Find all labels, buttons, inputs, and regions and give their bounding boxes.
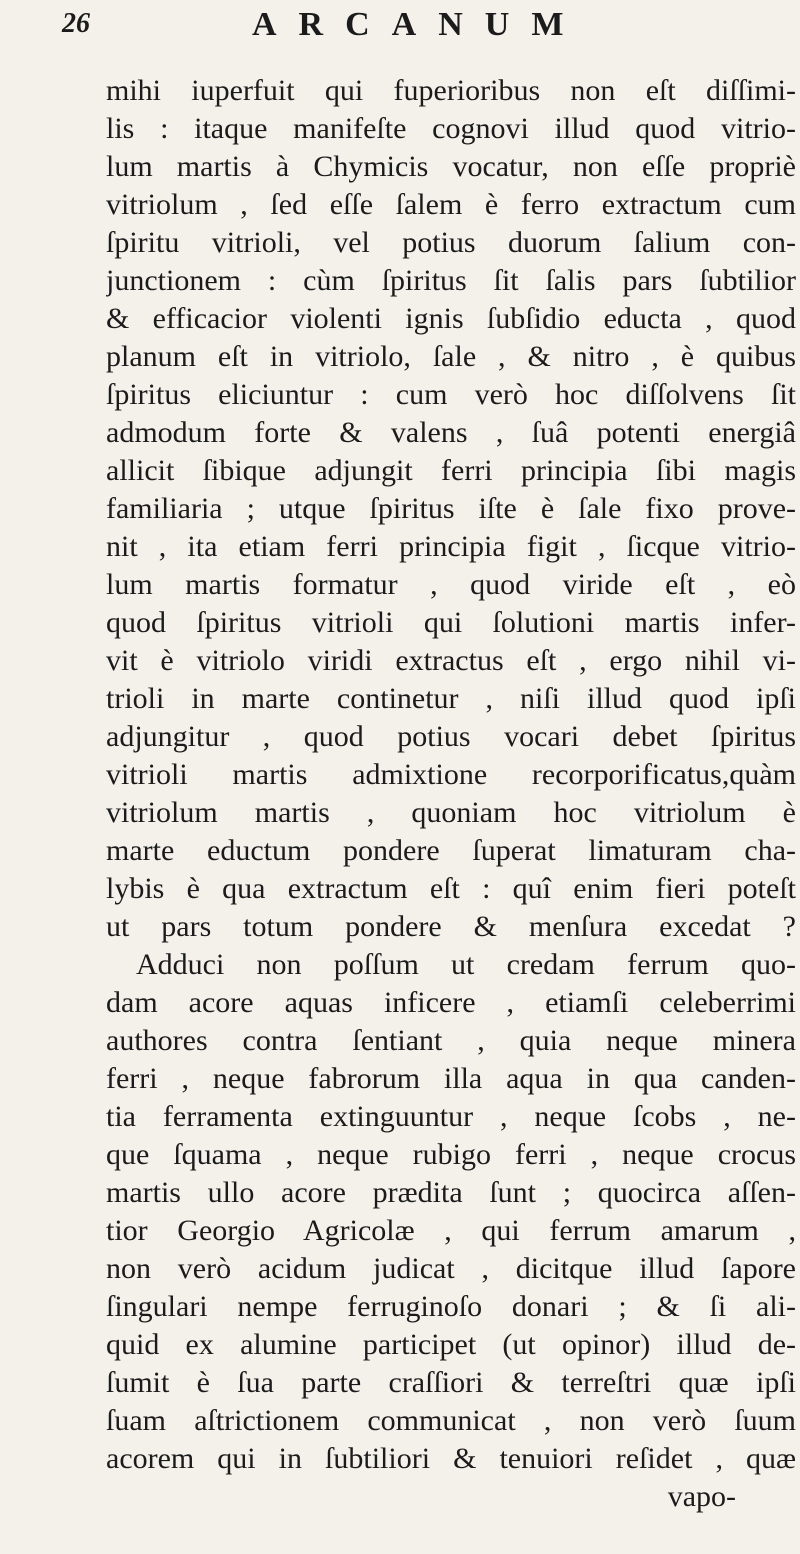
- text-line: ferri , neque fabrorum illa aqua in qua canden-: [106, 1062, 796, 1095]
- text-line: ſumit è ſua parte craſſiori & terreſtri quæ ipſi: [106, 1366, 796, 1399]
- text-line: tior Georgio Agricolæ , qui ferrum amarum ,: [106, 1214, 796, 1247]
- text-line: non verò acidum judicat , dicitque illud ſapore: [106, 1252, 796, 1285]
- text-line: planum eſt in vitriolo, ſale , & nitro , è quibus: [106, 340, 796, 373]
- page-number: 26: [62, 8, 90, 39]
- text-line: quod ſpiritus vitrioli qui ſolutioni martis infer-: [106, 606, 796, 639]
- text-line: trioli in marte continetur , niſi illud quod ipſi: [106, 682, 796, 715]
- text-line: dam acore aquas inficere , etiamſi celeberrimi: [106, 986, 796, 1019]
- text-line: familiaria ; utque ſpiritus iſte è ſale fixo prove-: [106, 492, 796, 525]
- text-line: vitrioli martis admixtione recorporificatus,quàm: [106, 758, 796, 791]
- text-line: acorem qui in ſubtiliori & tenuiori reſidet , quæ: [106, 1442, 796, 1475]
- text-line: lis : itaque manifeſte cognovi illud quod vitrio-: [106, 112, 796, 145]
- text-line: & efficacior violenti ignis ſubſidio educta , quod: [106, 302, 796, 335]
- text-line: allicit ſibique adjungit ferri principia ſibi magis: [106, 454, 796, 487]
- text-line: martis ullo acore prædita ſunt ; quocirca aſſen-: [106, 1176, 796, 1209]
- text-line: adjungitur , quod potius vocari debet ſpiritus: [106, 720, 796, 753]
- text-line: mihi iuperfuit qui fuperioribus non eſt diſſimi-: [106, 74, 796, 107]
- text-line: ſpiritus eliciuntur : cum verò hoc diſſolvens ſit: [106, 378, 796, 411]
- text-line: quid ex alumine participet (ut opinor) illud de-: [106, 1328, 796, 1361]
- text-line: vitriolum , ſed eſſe ſalem è ferro extractum cum: [106, 188, 796, 221]
- page-header: [62, 0, 762, 62]
- text-line: authores contra ſentiant , quia neque minera: [106, 1024, 796, 1057]
- running-head: ARCANUM: [252, 6, 586, 43]
- body-text: [106, 72, 796, 1516]
- text-line: vitriolum martis , quoniam hoc vitriolum è: [106, 796, 796, 829]
- text-line: junctionem : cùm ſpiritus ſit ſalis pars ſubtilior: [106, 264, 796, 297]
- text-line: vit è vitriolo viridi extractus eſt , ergo nihil vi-: [106, 644, 796, 677]
- text-line: ſpiritu vitrioli, vel potius duorum ſalium con-: [106, 226, 796, 259]
- text-line: lum martis à Chymicis vocatur, non eſſe propriè: [106, 150, 796, 183]
- text-line: Adduci non poſſum ut credam ferrum quo-: [136, 948, 796, 981]
- text-line: tia ferramenta extinguuntur , neque ſcobs , ne-: [106, 1100, 796, 1133]
- text-line: que ſquama , neque rubigo ferri , neque crocus: [106, 1138, 796, 1171]
- text-line: ſingulari nempe ferruginoſo donari ; & ſi ali-: [106, 1290, 796, 1323]
- text-line: admodum forte & valens , ſuâ potenti energiâ: [106, 416, 796, 449]
- text-line: ut pars totum pondere & menſura excedat ?: [106, 910, 796, 943]
- text-line: lybis è qua extractum eſt : quî enim fieri poteſt: [106, 872, 796, 905]
- catchword: vapo-: [667, 1480, 736, 1513]
- text-line: nit , ita etiam ferri principia figit , ſicque vitrio-: [106, 530, 796, 563]
- text-line: lum martis formatur , quod viride eſt , eò: [106, 568, 796, 601]
- text-line: ſuam aſtrictionem communicat , non verò ſuum: [106, 1404, 796, 1437]
- text-line: marte eductum pondere ſuperat limaturam cha-: [106, 834, 796, 867]
